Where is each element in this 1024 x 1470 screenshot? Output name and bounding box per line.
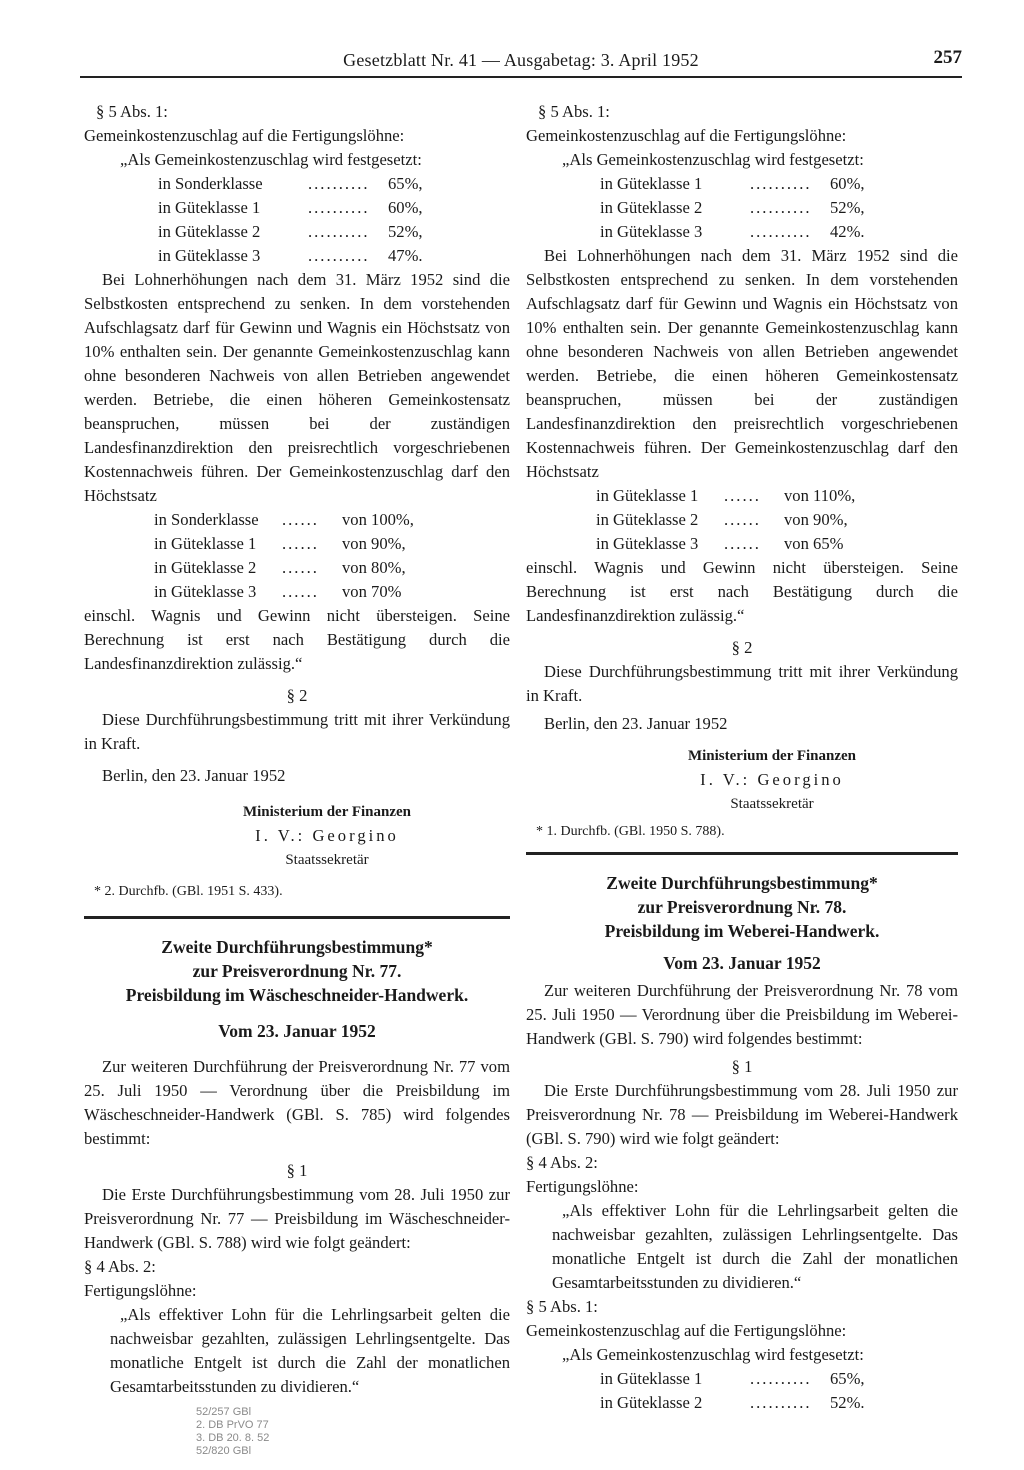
rate-value: 52%, bbox=[388, 222, 423, 241]
left-max-row bbox=[84, 508, 510, 532]
rate-value: 52%. bbox=[830, 1393, 865, 1412]
right-section-2-text: Diese Durchführungsbestimmung tritt mit ihrer Verkündung in Kraft. bbox=[526, 662, 958, 705]
left2-lead: Fertigungslöhne: bbox=[84, 1281, 197, 1300]
max-value: von 70% bbox=[342, 582, 402, 601]
right2-para-ref-2: § 5 Abs. 1: bbox=[526, 1297, 598, 1316]
rate-label: in Güteklasse 1 bbox=[600, 174, 703, 193]
left-section-2: § 2 bbox=[286, 686, 308, 705]
right2-quote-open: „Als Gemeinkostenzuschlag wird festgesetzt: bbox=[562, 1345, 864, 1364]
archive-stamp bbox=[196, 1406, 269, 1458]
left-closing: einschl. Wagnis und Gewinn nicht übersteigen. Seine Berechnung ist erst nach Bestätigung durch die Landesfinanzdirektion zulässig.“ bbox=[84, 606, 510, 673]
left-max-row bbox=[84, 580, 510, 604]
page-header bbox=[80, 46, 962, 78]
max-dots: ...... bbox=[724, 510, 761, 529]
right-max-row bbox=[526, 484, 958, 508]
right-place-date: Berlin, den 23. Januar 1952 bbox=[544, 714, 728, 733]
signer-role: Staatssekretär bbox=[730, 796, 814, 812]
left-rate-row bbox=[84, 244, 510, 268]
right2-rate-row bbox=[526, 1367, 958, 1391]
left-max-row bbox=[84, 532, 510, 556]
max-value: von 100%, bbox=[342, 510, 414, 529]
right2-para-ref: § 4 Abs. 2: bbox=[526, 1153, 598, 1172]
right-intro: Zur weiteren Durchführung der Preisverordnung Nr. 78 vom 25. Juli 1950 — Verordnung über die Preisbildung im Weberei-Handwerk (GBl. S. 790) wird folgendes bestimmt: bbox=[526, 981, 958, 1048]
max-dots: ...... bbox=[724, 534, 761, 553]
rate-label: in Güteklasse 1 bbox=[600, 1369, 703, 1388]
right-section-2: § 2 bbox=[731, 638, 753, 657]
rate-value: 42%. bbox=[830, 222, 865, 241]
rate-value: 65%, bbox=[830, 1369, 865, 1388]
left-max-row bbox=[84, 556, 510, 580]
left-heading-3: Preisbildung im Wäscheschneider-Handwerk. bbox=[125, 985, 469, 1005]
stamp-line: 3. DB 20. 8. 52 bbox=[196, 1432, 270, 1444]
right-rate-row bbox=[526, 196, 958, 220]
left-section-2-text: Diese Durchführungsbestimmung tritt mit ihrer Verkündung in Kraft. bbox=[84, 710, 510, 753]
max-label: in Güteklasse 2 bbox=[596, 510, 699, 529]
left-signature bbox=[144, 800, 510, 872]
right-heading-date: Vom 23. Januar 1952 bbox=[663, 953, 821, 973]
left-rate-row bbox=[84, 172, 510, 196]
signer-role: Staatssekretär bbox=[285, 852, 369, 868]
stamp-line: 52/820 GBl bbox=[196, 1445, 252, 1457]
left-section-1-text: Die Erste Durchführungsbestimmung vom 28. Juli 1950 zur Preisverordnung Nr. 77 — Preisbildung im Wäscheschneider-Handwerk (GBl. S. 788) wird wie folgt geändert: bbox=[84, 1185, 510, 1252]
left-quote-open: „Als Gemeinkostenzuschlag wird festgesetzt: bbox=[120, 150, 422, 169]
rate-dots: .......... bbox=[308, 174, 370, 193]
left-heading-date: Vom 23. Januar 1952 bbox=[218, 1021, 376, 1041]
max-label: in Güteklasse 1 bbox=[596, 486, 699, 505]
right-signature bbox=[586, 744, 958, 816]
right-lead: Gemeinkostenzuschlag auf die Fertigungslöhne: bbox=[526, 126, 847, 145]
left-rate-row bbox=[84, 196, 510, 220]
rate-dots: .......... bbox=[308, 222, 370, 241]
page-number: 257 bbox=[933, 47, 962, 68]
rate-dots: .......... bbox=[308, 198, 370, 217]
right2-rate-row bbox=[526, 1391, 958, 1415]
right-section-1-text: Die Erste Durchführungsbestimmung vom 28. Juli 1950 zur Preisverordnung Nr. 78 — Preisbildung im Weberei-Handwerk (GBl. S. 790) wird wie folgt geändert: bbox=[526, 1081, 958, 1148]
rate-label: in Güteklasse 2 bbox=[600, 198, 703, 217]
max-label: in Güteklasse 2 bbox=[154, 558, 257, 577]
ministry-name: Ministerium der Finanzen bbox=[242, 804, 412, 820]
left-heading-1: Zweite Durchführungsbestimmung* bbox=[161, 937, 433, 957]
right-para-ref: § 5 Abs. 1: bbox=[538, 102, 610, 121]
right-heading-3: Preisbildung im Weberei-Handwerk. bbox=[604, 921, 880, 941]
left2-para-ref: § 4 Abs. 2: bbox=[84, 1257, 156, 1276]
rate-value: 60%, bbox=[830, 174, 865, 193]
left-footnote: * 2. Durchfb. (GBl. 1951 S. 433). bbox=[94, 884, 283, 899]
right-max-row bbox=[526, 508, 958, 532]
rate-value: 65%, bbox=[388, 174, 423, 193]
right-heading-2: zur Preisverordnung Nr. 78. bbox=[637, 897, 847, 917]
rate-label: in Sonderklasse bbox=[158, 174, 263, 193]
left-lead: Gemeinkostenzuschlag auf die Fertigungslöhne: bbox=[84, 126, 405, 145]
left-para-ref: § 5 Abs. 1: bbox=[96, 102, 168, 121]
rate-dots: .......... bbox=[750, 1369, 812, 1388]
max-dots: ...... bbox=[282, 510, 319, 529]
rate-value: 52%, bbox=[830, 198, 865, 217]
left-column bbox=[84, 100, 510, 1399]
rate-value: 60%, bbox=[388, 198, 423, 217]
right2-lead-2: Gemeinkostenzuschlag auf die Fertigungslöhne: bbox=[526, 1321, 847, 1340]
signer-name: I. V.: Georgino bbox=[700, 770, 844, 789]
signer-name: I. V.: Georgino bbox=[255, 826, 399, 845]
rate-label: in Güteklasse 2 bbox=[600, 1393, 703, 1412]
rate-value: 47%. bbox=[388, 246, 423, 265]
left-section-1: § 1 bbox=[286, 1161, 308, 1180]
max-value: von 110%, bbox=[784, 486, 856, 505]
right-rate-row bbox=[526, 172, 958, 196]
max-dots: ...... bbox=[282, 582, 319, 601]
right2-lead: Fertigungslöhne: bbox=[526, 1177, 639, 1196]
left-body-text: Bei Lohnerhöhungen nach dem 31. März 1952 sind die Selbstkosten entsprechend zu senken. In dem vorstehenden Aufschlagsatz darf für Gewinn und Wagnis ein Höchstsatz von 10% enthalten sein. Der genannte Gemeinkostenzuschlag kann ohne besonderen Nachweis von allen Betrieben angewendet werden. Betriebe, die einen höheren Gemeinkostensatz beanspruchen, müssen bei der zuständigen Landesfinanzdirektion den preisrechtlich vorgeschriebenen Kostennachweis führen. Der Gemeinkostenzuschlag darf den Höchstsatz bbox=[84, 270, 510, 505]
max-value: von 80%, bbox=[342, 558, 406, 577]
right-column bbox=[526, 100, 958, 1415]
max-dots: ...... bbox=[282, 558, 319, 577]
max-label: in Güteklasse 3 bbox=[154, 582, 257, 601]
max-label: in Sonderklasse bbox=[154, 510, 259, 529]
right-max-row bbox=[526, 532, 958, 556]
rate-label: in Güteklasse 3 bbox=[600, 222, 703, 241]
right-quote-open: „Als Gemeinkostenzuschlag wird festgesetzt: bbox=[562, 150, 864, 169]
right-closing: einschl. Wagnis und Gewinn nicht übersteigen. Seine Berechnung ist erst nach Bestätigung durch die Landesfinanzdirektion zulässig.“ bbox=[526, 558, 958, 625]
header-title: Gesetzblatt Nr. 41 — Ausgabetag: 3. April 1952 bbox=[343, 50, 699, 70]
rate-dots: .......... bbox=[750, 222, 812, 241]
left-intro: Zur weiteren Durchführung der Preisverordnung Nr. 77 vom 25. Juli 1950 — Verordnung über die Preisbildung im Wäscheschneider-Handwerk (GBl. S. 785) wird folgendes bestimmt: bbox=[84, 1057, 510, 1148]
max-label: in Güteklasse 3 bbox=[596, 534, 699, 553]
rate-label: in Güteklasse 2 bbox=[158, 222, 261, 241]
rate-label: in Güteklasse 1 bbox=[158, 198, 261, 217]
max-value: von 90%, bbox=[342, 534, 406, 553]
stamp-line: 52/257 GBl bbox=[196, 1406, 252, 1418]
rate-dots: .......... bbox=[308, 246, 370, 265]
max-value: von 65% bbox=[784, 534, 844, 553]
right-footnote: * 1. Durchfb. (GBl. 1950 S. 788). bbox=[536, 824, 725, 839]
rate-label: in Güteklasse 3 bbox=[158, 246, 261, 265]
right-rate-row bbox=[526, 220, 958, 244]
rate-dots: .......... bbox=[750, 198, 812, 217]
max-dots: ...... bbox=[282, 534, 319, 553]
right-body-text: Bei Lohnerhöhungen nach dem 31. März 1952 sind die Selbstkosten entsprechend zu senken. In dem vorstehenden Aufschlagsatz darf für Gewinn und Wagnis ein Höchstsatz von 10% enthalten sein. Der genannte Gemeinkostenzuschlag kann ohne besonderen Nachweis von allen Betrieben angewendet werden. Betriebe, die einen höheren Gemeinkostensatz beanspruchen, müssen bei der zuständigen Landesfinanzdirektion den preisrechtlich vorgeschriebenen Kostennachweis führen. Der Gemeinkostenzuschlag darf den Höchstsatz bbox=[526, 246, 958, 481]
ministry-name: Ministerium der Finanzen bbox=[687, 748, 857, 764]
left-heading-2: zur Preisverordnung Nr. 77. bbox=[192, 961, 402, 981]
max-label: in Güteklasse 1 bbox=[154, 534, 257, 553]
max-dots: ...... bbox=[724, 486, 761, 505]
left-rate-row bbox=[84, 220, 510, 244]
rate-dots: .......... bbox=[750, 1393, 812, 1412]
left-place-date: Berlin, den 23. Januar 1952 bbox=[102, 766, 286, 785]
max-value: von 90%, bbox=[784, 510, 848, 529]
right2-quote: „Als effektiver Lohn für die Lehrlingsarbeit gelten die nachweisbar gezahlten, zulässigen Lehrlingsentgelte. Das monatliche Entgelt ist durch die Zahl der monatlichen Gesamtarbeitsstunden zu dividieren.“ bbox=[552, 1201, 958, 1292]
rate-dots: .......... bbox=[750, 174, 812, 193]
right-heading-1: Zweite Durchführungsbestimmung* bbox=[606, 873, 878, 893]
left2-quote: „Als effektiver Lohn für die Lehrlingsarbeit gelten die nachweisbar gezahlten, zulässigen Lehrlingsentgelte. Das monatliche Entgelt ist durch die Zahl der monatlichen Gesamtarbeitsstunden zu dividieren.“ bbox=[110, 1305, 510, 1396]
right-section-1: § 1 bbox=[731, 1057, 753, 1076]
stamp-line: 2. DB PrVO 77 bbox=[196, 1419, 269, 1431]
